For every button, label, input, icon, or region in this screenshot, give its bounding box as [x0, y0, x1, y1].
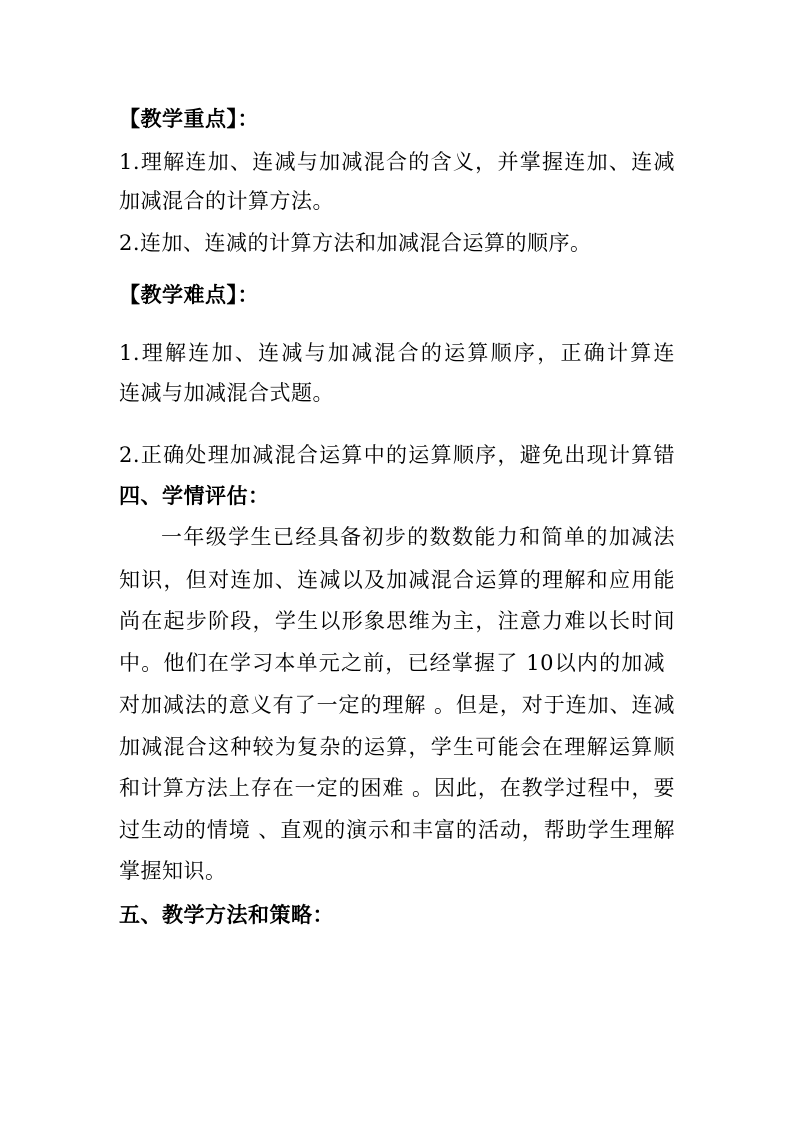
section-4-line-6: 加减混合这种较为复杂的运算，学生可能会在理解运算顺 — [119, 735, 675, 759]
section-4-line-2: 知识，但对连加、连减以及加减混合运算的理解和应用能 — [119, 568, 675, 592]
difficult-point-1-line-1: 1.理解连加、连减与加减混合的运算顺序，正确计算连 — [119, 341, 675, 365]
key-point-1-line-2: 加减混合的计算方法。 — [119, 189, 334, 213]
section-4-line-3: 尚在起步阶段，学生以形象思维为主，注意力难以长时间 — [119, 609, 675, 633]
difficult-point-2: 2.正确处理加减混合运算中的运算顺序，避免出现计算错 — [119, 443, 675, 467]
section-4-line-9: 掌握知识。 — [119, 859, 227, 883]
key-point-2: 2.连加、连减的计算方法和加减混合运算的顺序。 — [119, 231, 592, 255]
section-4-line-5: 对加减法的意义有了一定的理解 。但是，对于连加、连减 — [119, 693, 675, 717]
section-4-heading: 四、学情评估： — [119, 483, 270, 508]
key-points-heading: 【教学重点】： — [119, 106, 259, 131]
section-4-line-4: 中。他们在学习本单元之前，已经掌握了 10以内的加减 — [119, 651, 665, 675]
section-5-heading: 五、教学方法和策略： — [119, 902, 334, 927]
section-4-line-1: 一年级学生已经具备初步的数数能力和简单的加减法 — [161, 525, 675, 549]
section-4-line-8: 过生动的情境 、直观的演示和丰富的活动，帮助学生理解 — [119, 818, 675, 842]
difficult-point-1-line-2: 连减与加减混合式题。 — [119, 381, 334, 405]
section-4-line-7: 和计算方法上存在一定的困难 。因此，在教学过程中，要 — [119, 776, 675, 800]
key-point-1-line-1: 1.理解连加、连减与加减混合的含义，并掌握连加、连减 — [119, 150, 675, 174]
difficult-points-heading: 【教学难点】： — [119, 282, 259, 307]
